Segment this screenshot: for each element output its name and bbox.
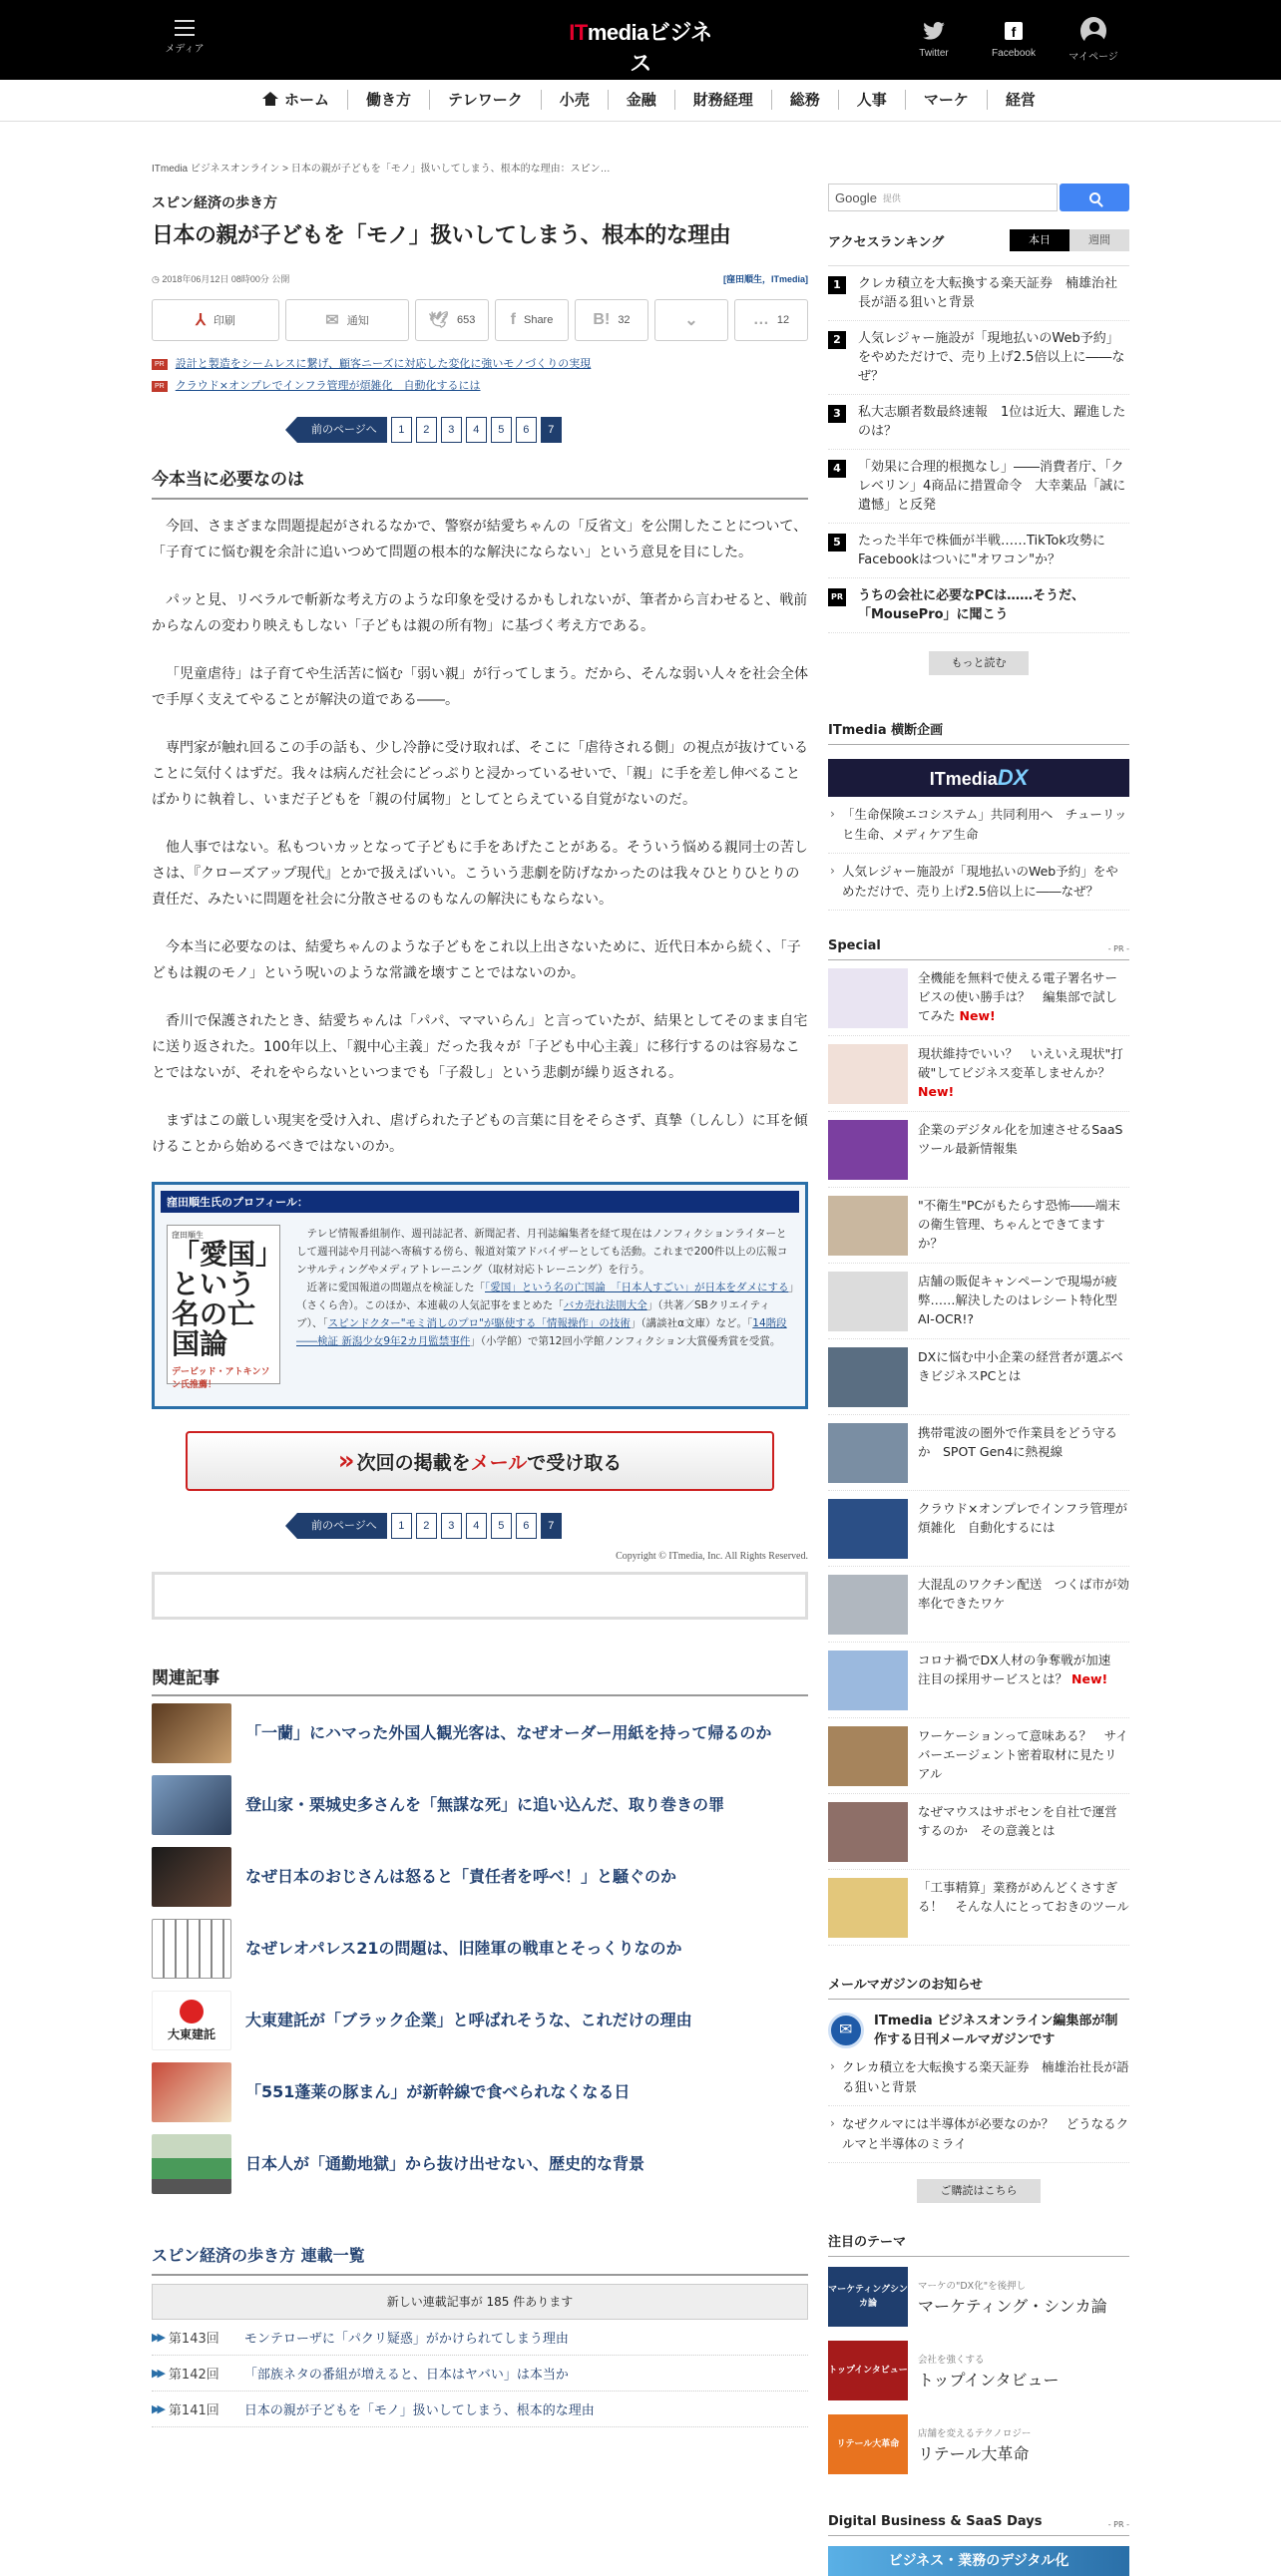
top-header	[0, 0, 1281, 80]
page-link[interactable]: 2	[416, 417, 437, 443]
mail-subscribe-button[interactable]	[186, 1431, 774, 1491]
ranking-header	[828, 229, 1129, 251]
series-number: 第142回	[168, 2368, 219, 2383]
special-text: 全機能を無料で使える電子署名サービスの使い勝手は？ 編集部で試してみた	[918, 970, 1118, 1023]
special-text-wrap	[918, 1499, 1129, 1566]
special-text: 大混乱のワクチン配送 つくば市が効率化できたワケ	[918, 1577, 1129, 1611]
mailmag-link[interactable]: › なぜクルマには半導体が必要なのか？ どうなるクルマと半導体のミライ	[828, 2106, 1129, 2163]
special-list	[828, 960, 1129, 1946]
author-profile	[152, 1182, 808, 1409]
dx-banner-it: ITmedia	[929, 769, 998, 789]
theme-text	[918, 2352, 1059, 2391]
current-page: 7	[541, 1513, 562, 1539]
pr-badge: PR	[152, 381, 168, 392]
related-thumbnail	[152, 1703, 231, 1763]
dx-banner-dx: DX	[997, 765, 1029, 790]
publish-date: ◷ 2018年06月12日 08時00分 公開	[152, 274, 290, 284]
pocket-button[interactable]	[654, 299, 728, 341]
crossover-link[interactable]: › 人気レジャー施設が「現地払いのWeb予約」をやめただけで、売り上げ2.5倍以上に――なぜ？	[828, 854, 1129, 911]
more-button[interactable]: もっと読む	[929, 651, 1029, 675]
search-input[interactable]	[828, 184, 1058, 211]
rank-number: 5	[828, 534, 846, 552]
new-badge: New!	[959, 1008, 996, 1023]
share-bar	[152, 299, 808, 341]
special-pr: - PR -	[1107, 944, 1129, 953]
ranking-list	[828, 265, 1129, 633]
special-thumbnail	[828, 1120, 908, 1180]
author-link[interactable]: [窪田順生，ITmedia]	[722, 274, 808, 284]
themes-title: 注目のテーマ	[828, 2231, 1129, 2257]
special-text-wrap	[918, 1196, 1129, 1263]
related-title: なぜレオパレス21の問題は、旧陸軍の戦車とそっくりなのか	[245, 1939, 682, 1958]
special-thumbnail	[828, 1423, 908, 1483]
page-link[interactable]: 2	[416, 1513, 437, 1539]
special-title: Special	[828, 938, 881, 953]
special-text: 「工事精算」業務がめんどくさすぎる！ そんな人にとっておきのツール	[918, 1880, 1129, 1914]
nav-marketing[interactable]: マーケ	[906, 90, 988, 110]
media-menu-label: メディア	[165, 44, 205, 55]
special-item[interactable]	[828, 960, 1129, 1036]
book-author: 窪田順生	[172, 1231, 204, 1240]
pocket-icon: ⌄	[684, 312, 698, 329]
special-item[interactable]	[828, 1415, 1129, 1491]
theme-thumbnail: リテール大革命	[828, 2414, 908, 2474]
article-title: 日本の親が子どもを「モノ」扱いしてしまう、根本的な理由	[152, 223, 731, 248]
nav-general-affairs[interactable]: 総務	[772, 90, 839, 110]
series-row[interactable]	[152, 2320, 808, 2356]
pr-link[interactable]	[152, 375, 808, 397]
rank-number: 3	[828, 405, 846, 423]
related-title: 大東建託が「ブラック企業」と呼ばれそうな、これだけの理由	[245, 2011, 692, 2029]
rank-number: 2	[828, 331, 846, 349]
article-column	[152, 160, 808, 2427]
special-text: 現状維持でいい？ いえいえ現状"打破"してビジネス変革しませんか？	[918, 1046, 1123, 1080]
arrow-icon: ▶▶	[152, 2331, 163, 2344]
double-chevron-icon: »	[337, 1446, 347, 1476]
special-text: クラウド×オンプレでインフラ管理が煩雑化 自動化するには	[918, 1501, 1127, 1535]
daito-label: 大東建託	[167, 2026, 215, 2041]
mailmag-link[interactable]: › クレカ積立を大転換する楽天証券 楠雄治社長が語る狙いと背景	[828, 2049, 1129, 2106]
rank-text: 私大志願者数最終速報 1位は近大、躍進したのは？	[858, 405, 1126, 439]
twitter-share-icon: 🕊	[428, 312, 449, 329]
profile-text-part: 」（小学館）で第12回小学館ノンフィクション大賞優秀賞を受賞。	[470, 1335, 781, 1347]
theme-subtitle: マーケの"DX化"を後押し	[918, 2280, 1027, 2292]
twitter-label: Twitter	[919, 48, 949, 59]
related-title: 登山家・栗城史多さんを「無謀な死」に追い込んだ、取り巻きの罪	[245, 1795, 725, 1814]
related-item[interactable]	[152, 1842, 808, 1912]
special-header	[828, 938, 1129, 960]
search-button[interactable]	[1060, 184, 1129, 211]
related-item[interactable]	[152, 1986, 808, 2055]
body-paragraph: パッと見、リベラルで斬新な考え方のような印象を受けるかもしれないが、筆者から言わせると、戦前からなんの変わり映えもしない「子どもは親の所有物」に基づく考え方である。	[152, 592, 808, 634]
series-count: 新しい連載記事が 185 件あります	[152, 2284, 808, 2320]
arrow-icon: ▶▶	[152, 2402, 163, 2415]
special-thumbnail	[828, 1651, 908, 1710]
page-link[interactable]: 5	[491, 417, 512, 443]
page-link[interactable]: 3	[441, 1513, 462, 1539]
current-page: 7	[541, 417, 562, 443]
theme-thumbnail: マーケティングシンカ論	[828, 2267, 908, 2327]
special-text-wrap	[918, 1651, 1129, 1717]
copyright: Copyright © ITmedia, Inc. All Rights Reserved.	[616, 1551, 808, 1562]
book-title: 「愛国」という名の亡国論	[172, 1240, 270, 1360]
special-thumbnail	[828, 1044, 908, 1104]
ranking-item[interactable]	[828, 578, 1129, 633]
book-link-3[interactable]: スピンドクター"モミ消しのプロ"が駆使する「情報操作」の技術	[327, 1317, 631, 1329]
theme-title: マーケティング・シンカ論	[918, 2296, 1107, 2316]
mail-icon	[828, 2013, 864, 2048]
subscribe-button[interactable]: ご購読はこちら	[917, 2179, 1041, 2203]
body-paragraph: まずはこの厳しい現実を受け入れ、虐げられた子どもの言葉に目をそらさず、真摯（しんし）に耳を傾けることから始めるべきではないのか。	[152, 1113, 808, 1155]
rank-number: PR	[828, 588, 846, 606]
facebook-link[interactable]	[982, 18, 1046, 59]
ad-placeholder	[152, 1572, 808, 1620]
pr-links	[152, 353, 808, 397]
pdf-icon: ⅄	[196, 312, 206, 329]
cta-text-2: で受け取る	[527, 1451, 623, 1474]
theme-list	[828, 2263, 1129, 2478]
nav-retail[interactable]: 小売	[542, 90, 609, 110]
related-thumbnail	[152, 2062, 231, 2122]
rank-number: 4	[828, 460, 846, 478]
special-text-wrap	[918, 1878, 1129, 1945]
dbsd-banner[interactable]: ビジネス・業務のデジタル化	[828, 2546, 1129, 2576]
tab-weekly[interactable]: 週間	[1069, 229, 1129, 251]
special-text-wrap	[918, 1120, 1129, 1187]
special-text-wrap	[918, 1044, 1129, 1111]
special-text-wrap	[918, 968, 1129, 1035]
special-thumbnail	[828, 1726, 908, 1786]
notify-button[interactable]	[285, 299, 409, 341]
profile-text	[296, 1225, 795, 1350]
body-paragraph: 専門家が触れ回るこの手の話も、少し冷静に受け取れば、そこに「虐待される側」の視点が抜けていることに気付くはずだ。我々は病んだ社会にどっぷりと浸かっているせいで、「親」に手を差し伸べることばかりに執着し、いまだ子どもを「親の付属物」としてとらえている自覚がないのだ。	[152, 740, 808, 808]
related-list	[152, 1698, 808, 2199]
mailmag-banner[interactable]	[828, 2012, 1129, 2049]
series-list	[152, 2320, 808, 2427]
series-title: モンテローザに「パクリ疑惑」がかけられてしまう理由	[243, 2332, 569, 2347]
ranking-item[interactable]	[828, 266, 1129, 321]
logo-text: mediaビジネス	[587, 20, 712, 76]
special-item[interactable]	[828, 1567, 1129, 1643]
cta-text-red: メール	[470, 1451, 528, 1474]
related-thumbnail	[152, 1991, 231, 2050]
profile-text-part: 近著に愛国報道の問題点を検証した「	[306, 1282, 485, 1293]
page-link[interactable]: 3	[441, 417, 462, 443]
facebook-share-button[interactable]	[495, 299, 569, 341]
book-link-2[interactable]: バカ売れ法則大全	[563, 1299, 647, 1311]
profile-text-part: 」（さくら舎）。このほか、本連載の人気記事をまとめた「	[296, 1282, 794, 1311]
special-item[interactable]	[828, 1264, 1129, 1339]
notify-label: 通知	[346, 315, 369, 327]
special-text-wrap	[918, 1802, 1129, 1869]
dbsd-pr: - PR -	[1107, 2520, 1129, 2529]
special-text-wrap	[918, 1423, 1129, 1490]
page-link[interactable]: 5	[491, 1513, 512, 1539]
dbsd-section	[828, 2514, 1129, 2576]
profile-para-1: テレビ情報番組制作、週刊誌記者、新聞記者、月刊誌編集者を経て現在はノンフィクションライターとして週刊誌や月刊誌へ寄稿する傍ら、報道対策アドバイザーとしても活動。これまで200件以上の広報コンサルティングやメディアトレーニング（取材対応トレーニング）を行う。	[296, 1228, 788, 1276]
pr-link-text: 設計と製造をシームレスに繋げ、顧客ニーズに対応した変化に強いモノづくりの実現	[175, 357, 592, 370]
theme-thumbnail: トップインタビュー	[828, 2341, 908, 2400]
arrow-icon: ▶▶	[152, 2367, 163, 2380]
logo-it: IT	[569, 20, 588, 45]
special-item[interactable]	[828, 1643, 1129, 1718]
special-text-wrap	[918, 1575, 1129, 1642]
series-list-heading: スピン経済の歩き方 連載一覧	[152, 2243, 808, 2276]
special-thumbnail	[828, 1196, 908, 1256]
new-badge: New!	[918, 1084, 955, 1099]
related-item[interactable]	[152, 2057, 808, 2127]
rank-text: たった半年で株価が半戦……TikTok攻勢にFacebookはついに"オワコン"か？	[858, 534, 1105, 567]
body-paragraph: 今本当に必要なのは、結愛ちゃんのような子どもをこれ以上出さないために、近代日本から続く、「子どもは親のモノ」という呪いのような常識を壊すことではないのか。	[152, 939, 801, 981]
hatena-count: 32	[618, 314, 631, 326]
hatena-icon: B!	[593, 311, 611, 328]
search-placeholder: 提供	[882, 193, 901, 204]
special-thumbnail	[828, 1272, 908, 1331]
special-text: 企業のデジタル化を加速させるSaaSツール最新情報集	[918, 1122, 1123, 1156]
special-thumbnail	[828, 968, 908, 1028]
dbsd-title: Digital Business & SaaS Days	[828, 2514, 1043, 2529]
book-link-1[interactable]: 「愛国」という名の亡国論 「日本人すごい」が日本をダメにする	[485, 1282, 789, 1293]
prev-page-button[interactable]: 前のページへ	[297, 417, 387, 443]
tweet-count: 653	[456, 314, 476, 326]
twitter-icon	[921, 18, 947, 44]
series-number: 第143回	[168, 2332, 219, 2347]
book-cover[interactable]	[167, 1225, 280, 1390]
special-text: ワーケーションって意味ある？ サイバーエージェント密着取材に見たリアル	[918, 1728, 1128, 1781]
section-heading: 今本当に必要なのは	[152, 465, 808, 500]
theme-item[interactable]	[828, 2410, 1129, 2478]
ranking-item[interactable]	[828, 524, 1129, 578]
special-thumbnail	[828, 1499, 908, 1559]
book-blurb: デービッド・アトキンソン氏推薦！	[172, 1367, 270, 1390]
page-link[interactable]: 4	[466, 417, 487, 443]
series-name[interactable]: スピン経済の歩き方	[152, 195, 277, 211]
special-item[interactable]	[828, 1718, 1129, 1794]
theme-title: トップインタビュー	[918, 2370, 1060, 2390]
mailmag-title: メールマガジンのお知らせ	[828, 1974, 1129, 2000]
profile-para-2	[296, 1279, 795, 1350]
google-brand: Google	[835, 189, 877, 205]
ranking-item[interactable]	[828, 450, 1129, 524]
hamburger-icon	[175, 20, 195, 36]
nav-finance[interactable]: 金融	[609, 90, 675, 110]
theme-subtitle: 会社を強くする	[918, 2354, 985, 2366]
ranking-item[interactable]	[828, 321, 1129, 395]
dbsd-header	[828, 2514, 1129, 2536]
special-item[interactable]	[828, 1870, 1129, 1946]
pr-badge: PR	[152, 359, 168, 370]
related-item[interactable]	[152, 1770, 808, 1840]
special-text: 携帯電波の圏外で作業員をどう守るか SPOT Gen4に熱視線	[918, 1425, 1118, 1459]
page-link[interactable]: 4	[466, 1513, 487, 1539]
special-thumbnail	[828, 1347, 908, 1407]
breadcrumb[interactable]: ITmedia ビジネスオンライン > 日本の親が子どもを「モノ」扱いしてしまう、根本的な理由：スピン…	[152, 164, 611, 175]
body-paragraph: 「児童虐待」は子育てや生活苦に悩む「弱い親」が行ってしまう。だから、そんな弱い人々を社会全体で手厚く支えてやることが解決の道である――。	[152, 666, 808, 708]
prev-page-button[interactable]: 前のページへ	[297, 1513, 387, 1539]
theme-text	[918, 2425, 1031, 2464]
theme-item[interactable]	[828, 2337, 1129, 2404]
nav-workstyle[interactable]: 働き方	[348, 90, 430, 110]
related-title: 「551蓬莱の豚まん」が新幹線で食べられなくなる日	[245, 2082, 631, 2101]
sidebar	[828, 184, 1129, 2576]
nav-management[interactable]: 経営	[1005, 91, 1036, 109]
facebook-share-label: Share	[523, 314, 554, 326]
related-thumbnail	[152, 1775, 231, 1835]
special-text-wrap	[918, 1272, 1129, 1338]
body-paragraph: 他人事ではない。私もついカッとなって子どもに手をあげたことがある。そういう悩める親同士の苦しさは、『クローズアップ現代』とかで扱えばいい。こういう悲劇を防げなかったのは我々ひとりひとりの責任だ、みたいに問題を社会に分散させるのもなんの解決にもならない。	[152, 840, 808, 908]
ranking-title: アクセスランキング	[828, 234, 945, 250]
comment-icon: …	[752, 311, 769, 328]
pr-link-text: クラウド×オンプレでインフラ管理が煩雑化 自動化するには	[175, 379, 481, 392]
pr-link[interactable]	[152, 353, 808, 375]
profile-title: 窪田順生氏のプロフィール：	[161, 1191, 799, 1213]
article-meta	[152, 272, 808, 285]
dx-banner[interactable]	[828, 759, 1129, 797]
book-link-4[interactable]: 14階段――検証 新潟少女9年2カ月監禁事件	[296, 1317, 787, 1347]
ranking-item[interactable]	[828, 395, 1129, 450]
related-title: 日本人が「通勤地獄」から抜け出せない、歴史的な背景	[245, 2154, 645, 2173]
new-badge: New!	[1071, 1671, 1108, 1686]
body-paragraph: 今回、さまざまな問題提起がされるなかで、警察が結愛ちゃんの「反省文」を公開したことについて、「子育てに悩む親を余計に追いつめて問題の根本的な解決にならない」という意見を目にした。	[152, 519, 808, 560]
media-menu-button[interactable]	[163, 20, 207, 55]
nav-home[interactable]	[244, 90, 348, 110]
daito-logo-icon	[180, 2000, 204, 2024]
tab-today[interactable]: 本日	[1010, 229, 1069, 251]
print-label: 印刷	[213, 315, 235, 327]
mailmag-banner-text: ITmedia ビジネスオンライン編集部が制作する日刊メールマガジンです	[874, 2014, 1118, 2047]
facebook-share-icon: f	[510, 311, 516, 328]
special-text: なぜマウスはサポセンを自社で運営するのか その意義とは	[918, 1804, 1117, 1838]
special-text-wrap	[918, 1726, 1129, 1793]
facebook-icon: f	[1005, 22, 1023, 40]
series-number: 第141回	[168, 2403, 219, 2418]
related-item[interactable]	[152, 2129, 808, 2199]
facebook-label: Facebook	[992, 48, 1036, 59]
series-row[interactable]	[152, 2392, 808, 2427]
cta-text-1: 次回の掲載を	[356, 1451, 471, 1474]
special-thumbnail	[828, 1575, 908, 1635]
related-thumbnail	[152, 2134, 231, 2194]
related-title: なぜ日本のおじさんは怒ると「責任者を呼べ！」と騒ぐのか	[245, 1867, 677, 1886]
special-text: コロナ禍でDX人材の争奪戦が加速 注目の採用サービスとは？	[918, 1653, 1123, 1686]
nav-hr[interactable]: 人事	[839, 90, 906, 110]
theme-item[interactable]	[828, 2263, 1129, 2331]
pager-bottom	[297, 1513, 808, 1539]
article-body	[152, 514, 808, 1160]
related-item[interactable]	[152, 1914, 808, 1984]
comment-count: 12	[776, 314, 790, 326]
related-thumbnail	[152, 1847, 231, 1907]
special-item[interactable]	[828, 1794, 1129, 1870]
special-text-wrap	[918, 1347, 1129, 1414]
theme-subtitle: 店舗を変えるテクノロジー	[918, 2427, 1032, 2439]
theme-text	[918, 2278, 1107, 2317]
special-text: "不衛生"PCがもたらす恐怖――端末の衛生管理、ちゃんとできてますか？	[918, 1198, 1120, 1251]
crossover-title: ITmedia 横断企画	[828, 719, 1129, 745]
search-icon	[1089, 192, 1100, 203]
related-thumbnail	[152, 1919, 231, 1979]
series-title: 「部族ネタの番組が増えると、日本はヤバい」は本当か	[243, 2368, 569, 2383]
mypage-label: マイページ	[1068, 52, 1118, 63]
rank-number: 1	[828, 276, 846, 294]
page-link[interactable]: 1	[391, 417, 412, 443]
related-heading: 関連記事	[152, 1663, 808, 1696]
user-icon	[1080, 17, 1106, 45]
series-title: 日本の親が子どもを「モノ」扱いしてしまう、根本的な理由	[243, 2403, 595, 2418]
themes-section	[828, 2231, 1129, 2478]
related-item[interactable]	[152, 1698, 808, 1768]
crossover-link[interactable]: › 「生命保険エコシステム」共同利用へ チューリッヒ生命、メディケア生命	[828, 797, 1129, 854]
home-icon	[262, 92, 278, 106]
nav-accounting[interactable]: 財務経理	[675, 90, 772, 110]
page-link[interactable]: 6	[516, 1513, 537, 1539]
theme-title: リテール大革命	[918, 2443, 1030, 2463]
special-section	[828, 938, 1129, 1946]
hatena-button[interactable]	[575, 299, 648, 341]
rank-text: 人気レジャー施設が「現地払いのWeb予約」をやめただけで、売り上げ2.5倍以上に――なぜ？	[858, 331, 1125, 384]
special-item[interactable]	[828, 1491, 1129, 1567]
comment-button[interactable]	[734, 299, 808, 341]
page-link[interactable]: 1	[391, 1513, 412, 1539]
special-item[interactable]	[828, 1339, 1129, 1415]
rank-text: 「効果に合理的根拠なし」――消費者庁、「クレベリン」4商品に措置命令 大幸薬品「誠に遺憾」と反発	[858, 460, 1126, 513]
special-thumbnail	[828, 1802, 908, 1862]
crossover-section	[828, 719, 1129, 911]
series-row[interactable]	[152, 2356, 808, 2392]
tweet-button[interactable]	[415, 299, 489, 341]
mypage-link[interactable]	[1062, 18, 1125, 63]
rank-text: クレカ積立を大転換する楽天証券 楠雄治社長が語る狙いと背景	[858, 276, 1118, 310]
profile-text-part: 」（共著／SBクリエイティブ）、「	[296, 1299, 770, 1329]
nav-home-label: ホーム	[284, 91, 330, 109]
special-item[interactable]	[828, 1188, 1129, 1264]
special-thumbnail	[828, 1878, 908, 1938]
body-paragraph: 香川で保護されたとき、結愛ちゃんは「パパ、ママいらん」と言っていたが、結果としてそのまま自宅に送り返された。100年以上、「親中心主義」だった我々が「子ども中心主義」に移行するのは容易なことではないが、それをやらないといつまでも「子殺し」という悲劇が繰り返される。	[152, 1013, 808, 1081]
related-title: 「一蘭」にハマった外国人観光客は、なぜオーダー用紙を持って帰るのか	[245, 1723, 772, 1742]
page-link[interactable]: 6	[516, 417, 537, 443]
notify-icon: ✉	[325, 312, 339, 329]
site-search	[828, 184, 1129, 211]
pager-top	[297, 417, 808, 443]
publish-date-text: 2018年06月12日 08時00分 公開	[162, 274, 290, 284]
category-nav	[0, 80, 1281, 122]
special-text: DXに悩む中小企業の経営者が選ぶべきビジネスPCとは	[918, 1349, 1123, 1383]
nav-telework[interactable]: テレワーク	[430, 90, 542, 110]
special-item[interactable]	[828, 1112, 1129, 1188]
print-button[interactable]	[152, 299, 279, 341]
rank-text: うちの会社に必要なPCは……そうだ、「MousePro」に聞こう	[858, 588, 1085, 622]
special-text: 店舗の販促キャンペーンで現場が疲弊……解決したのはレシート特化型AI-OCR!?	[918, 1274, 1117, 1326]
mailmag-section	[828, 1974, 1129, 2203]
twitter-link[interactable]	[902, 18, 966, 59]
special-item[interactable]	[828, 1036, 1129, 1112]
profile-text-part: 」（講談社α文庫）など。「	[630, 1317, 753, 1329]
